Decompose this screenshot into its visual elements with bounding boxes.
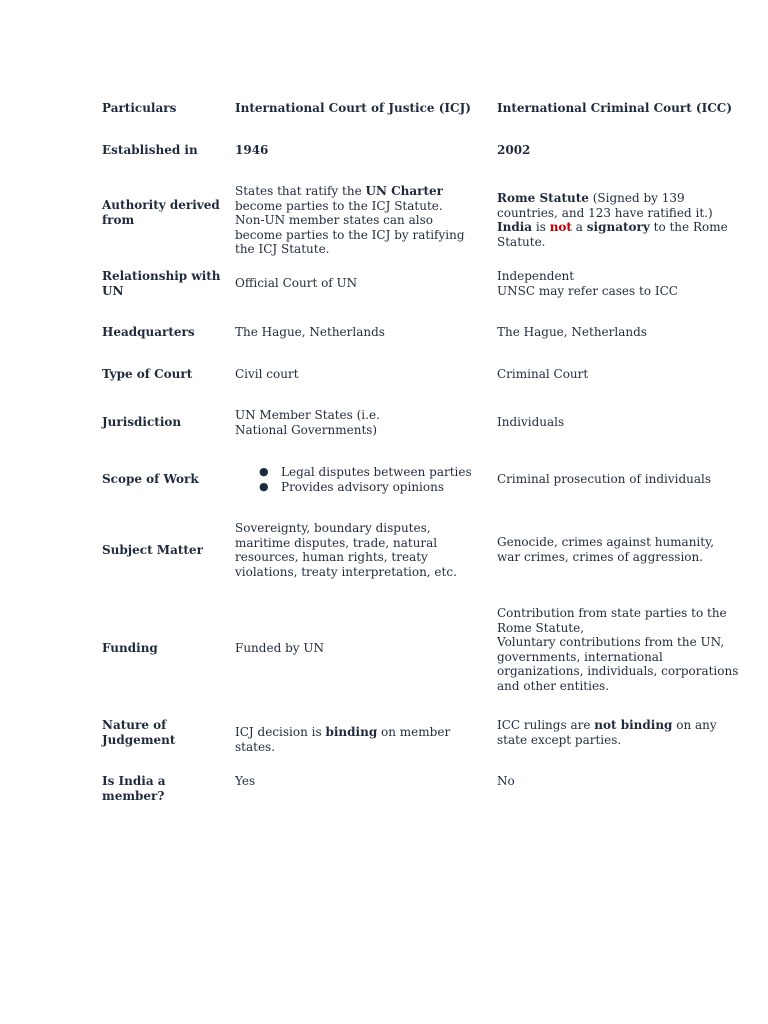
icc-value: Individuals: [497, 415, 565, 429]
row-label: Nature of Judgement: [102, 718, 176, 747]
row-label: Type of Court: [102, 367, 193, 381]
list-item: ● Provides advisory opinions: [259, 479, 444, 494]
icc-value: Criminal prosecution of individuals: [497, 472, 712, 486]
icc-value: Genocide, crimes against humanity, war crimes, crimes of aggression.: [497, 535, 715, 564]
icj-value: The Hague, Netherlands: [235, 325, 385, 339]
row-label: Headquarters: [102, 325, 195, 339]
row-label: Authority derived from: [102, 198, 220, 227]
icj-value: Sovereignty, boundary disputes, maritime disputes, trade, natural resources, human rights, treaty violations, treaty interpretation, etc.: [235, 521, 457, 579]
row-label: Jurisdiction: [102, 415, 182, 429]
icc-value: No: [497, 774, 515, 788]
icc-value: 2002: [497, 143, 531, 157]
icc-value: The Hague, Netherlands: [497, 325, 647, 339]
icc-value: ICC rulings are not binding on any state except parties.: [497, 718, 717, 747]
icj-value: Civil court: [235, 367, 299, 381]
list-item: ● Legal disputes between parties: [259, 465, 472, 479]
bullet-icon: ●: [259, 465, 269, 478]
icj-value: States that ratify the UN Charter become parties to the ICJ Statute. Non-UN member states can also become parties to the ICJ by ratifying the ICJ Statute.: [235, 184, 465, 256]
icc-value: Independent UNSC may refer cases to ICC: [497, 269, 678, 298]
icj-value: 1946: [235, 143, 269, 157]
icc-value: Contribution from state parties to the Rome Statute, Voluntary contributions from the UN, governments, international organizations, individuals, corporations and other entities.: [497, 606, 739, 693]
header-icj: International Court of Justice (ICJ): [235, 101, 471, 115]
row-label: Established in: [102, 143, 198, 157]
icj-value: UN Member States (i.e. National Governments): [235, 408, 380, 437]
icj-value: ICJ decision is binding on member states.: [235, 725, 451, 754]
row-label: Subject Matter: [102, 543, 203, 557]
icj-value: Official Court of UN: [235, 276, 358, 290]
icj-value: [235, 465, 480, 494]
row-label: Scope of Work: [102, 472, 199, 486]
row-label: Is India a member?: [102, 774, 166, 803]
header-icc: International Criminal Court (ICC): [497, 101, 732, 115]
row-label: Relationship with UN: [102, 269, 221, 298]
bullet-icon: ●: [259, 479, 269, 493]
header-particulars: Particulars: [102, 101, 177, 115]
icc-value: Rome Statute (Signed by 139 countries, and 123 have ratified it.) India is not a signatory to the Rome Statute.: [497, 191, 728, 249]
icj-value: Yes: [235, 774, 256, 788]
icc-value: Criminal Court: [497, 367, 589, 381]
icj-value: Funded by UN: [235, 641, 324, 655]
row-label: Funding: [102, 641, 158, 655]
